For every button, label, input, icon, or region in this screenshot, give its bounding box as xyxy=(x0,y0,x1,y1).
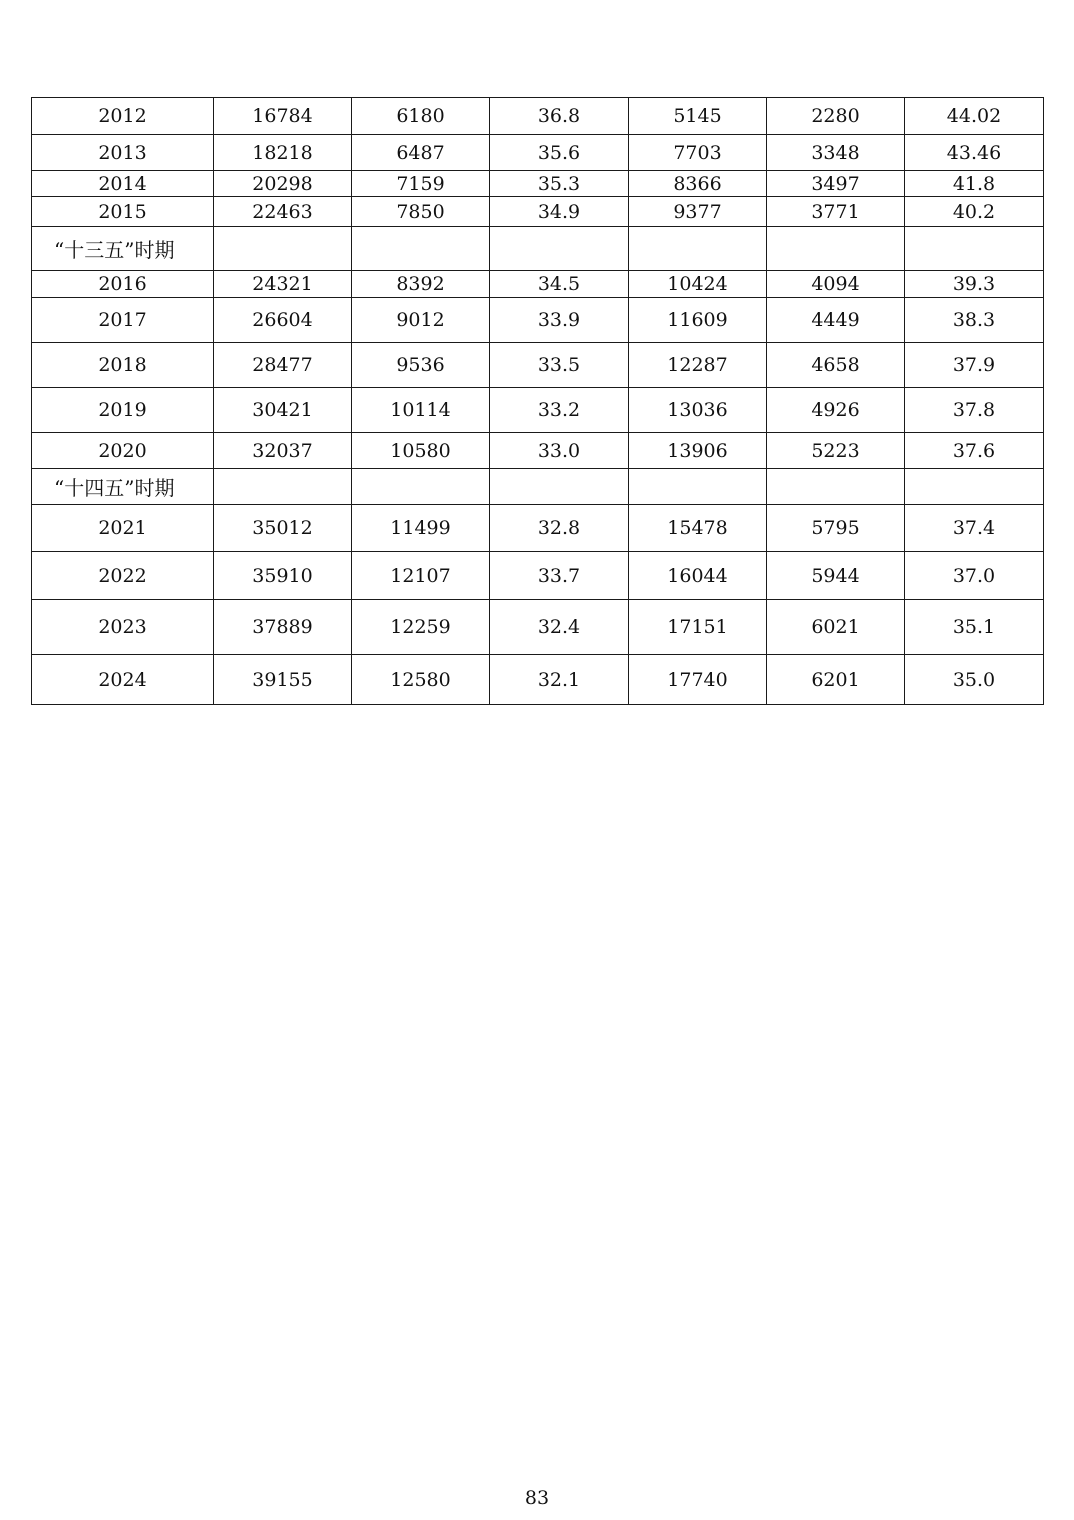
table-cell: 30421 xyxy=(214,388,352,433)
table-cell: 35910 xyxy=(214,552,352,600)
table-cell: 2021 xyxy=(32,505,214,552)
table-cell: 26604 xyxy=(214,298,352,343)
table-cell xyxy=(490,469,629,505)
table-cell xyxy=(629,469,767,505)
table-cell xyxy=(767,469,905,505)
table-cell: 10580 xyxy=(352,433,490,469)
table-cell: 18218 xyxy=(214,135,352,171)
table-cell: 28477 xyxy=(214,343,352,388)
table-cell xyxy=(905,227,1044,271)
table-cell: 4926 xyxy=(767,388,905,433)
table-cell: 7850 xyxy=(352,197,490,227)
table-cell: 3771 xyxy=(767,197,905,227)
table-row xyxy=(32,388,1044,433)
table-cell: 33.5 xyxy=(490,343,629,388)
table-cell: 12287 xyxy=(629,343,767,388)
statistics-table xyxy=(31,97,1044,705)
period-label: “十四五”时期 xyxy=(32,469,214,505)
table-cell xyxy=(905,469,1044,505)
table-cell: 9536 xyxy=(352,343,490,388)
table-cell: 3497 xyxy=(767,171,905,197)
table-cell xyxy=(629,227,767,271)
table-cell: 32.1 xyxy=(490,655,629,705)
table-cell: 35012 xyxy=(214,505,352,552)
table-cell xyxy=(352,469,490,505)
table-cell: 9012 xyxy=(352,298,490,343)
table-cell: 33.9 xyxy=(490,298,629,343)
table-cell: 34.9 xyxy=(490,197,629,227)
table-cell: 4449 xyxy=(767,298,905,343)
table-cell: 7703 xyxy=(629,135,767,171)
table-cell: 2020 xyxy=(32,433,214,469)
table-cell: 39155 xyxy=(214,655,352,705)
table-row xyxy=(32,197,1044,227)
table-cell: 44.02 xyxy=(905,98,1044,135)
table-cell: 2024 xyxy=(32,655,214,705)
table-cell: 13036 xyxy=(629,388,767,433)
period-row xyxy=(32,469,1044,505)
table-cell: 2012 xyxy=(32,98,214,135)
table-cell: 10114 xyxy=(352,388,490,433)
table-cell: 22463 xyxy=(214,197,352,227)
table-cell: 13906 xyxy=(629,433,767,469)
table-cell: 35.1 xyxy=(905,600,1044,655)
table-cell: 32037 xyxy=(214,433,352,469)
table-cell: 37.6 xyxy=(905,433,1044,469)
table-cell: 2015 xyxy=(32,197,214,227)
table-cell: 5145 xyxy=(629,98,767,135)
table-cell: 33.2 xyxy=(490,388,629,433)
table-cell xyxy=(214,227,352,271)
table-cell: 6021 xyxy=(767,600,905,655)
table-cell: 2280 xyxy=(767,98,905,135)
table-row xyxy=(32,343,1044,388)
table-cell: 35.0 xyxy=(905,655,1044,705)
table-cell: 10424 xyxy=(629,271,767,298)
table-cell: 37889 xyxy=(214,600,352,655)
table-cell: 2013 xyxy=(32,135,214,171)
table-cell: 15478 xyxy=(629,505,767,552)
table-row xyxy=(32,600,1044,655)
table-cell: 2022 xyxy=(32,552,214,600)
table-cell: 32.4 xyxy=(490,600,629,655)
table-cell: 5223 xyxy=(767,433,905,469)
table-cell: 36.8 xyxy=(490,98,629,135)
table-cell: 2023 xyxy=(32,600,214,655)
table-cell: 33.0 xyxy=(490,433,629,469)
table-cell xyxy=(767,227,905,271)
table-cell: 35.6 xyxy=(490,135,629,171)
table-cell: 11499 xyxy=(352,505,490,552)
table-cell: 4094 xyxy=(767,271,905,298)
table-row xyxy=(32,271,1044,298)
table-cell: 4658 xyxy=(767,343,905,388)
table-cell: 34.5 xyxy=(490,271,629,298)
table-cell: 5944 xyxy=(767,552,905,600)
table-cell: 12259 xyxy=(352,600,490,655)
table-row xyxy=(32,171,1044,197)
table-cell: 6201 xyxy=(767,655,905,705)
table-cell: 33.7 xyxy=(490,552,629,600)
table-cell: 41.8 xyxy=(905,171,1044,197)
table-cell: 11609 xyxy=(629,298,767,343)
table-cell: 37.8 xyxy=(905,388,1044,433)
table-cell: 16044 xyxy=(629,552,767,600)
page-number: 83 xyxy=(524,1487,550,1509)
table-cell: 32.8 xyxy=(490,505,629,552)
table-cell: 24321 xyxy=(214,271,352,298)
period-row xyxy=(32,227,1044,271)
period-label: “十三五”时期 xyxy=(32,227,214,271)
table-cell: 6487 xyxy=(352,135,490,171)
table-row xyxy=(32,135,1044,171)
table-row xyxy=(32,552,1044,600)
table-row xyxy=(32,298,1044,343)
table-cell: 20298 xyxy=(214,171,352,197)
table-cell: 37.0 xyxy=(905,552,1044,600)
table-cell: 5795 xyxy=(767,505,905,552)
table-cell: 7159 xyxy=(352,171,490,197)
table-cell: 17151 xyxy=(629,600,767,655)
table-body xyxy=(32,98,1044,705)
table-cell: 16784 xyxy=(214,98,352,135)
table-cell: 43.46 xyxy=(905,135,1044,171)
table-cell: 2017 xyxy=(32,298,214,343)
table-row xyxy=(32,433,1044,469)
table-cell: 12107 xyxy=(352,552,490,600)
table-row xyxy=(32,505,1044,552)
table-cell: 12580 xyxy=(352,655,490,705)
table-cell: 40.2 xyxy=(905,197,1044,227)
table-cell: 37.9 xyxy=(905,343,1044,388)
table-cell: 8392 xyxy=(352,271,490,298)
table-cell: 2014 xyxy=(32,171,214,197)
table-cell xyxy=(214,469,352,505)
table-cell: 39.3 xyxy=(905,271,1044,298)
table-cell: 6180 xyxy=(352,98,490,135)
table-cell: 2016 xyxy=(32,271,214,298)
table-cell: 37.4 xyxy=(905,505,1044,552)
table-cell: 2019 xyxy=(32,388,214,433)
table-row xyxy=(32,655,1044,705)
table-cell xyxy=(490,227,629,271)
table-cell: 9377 xyxy=(629,197,767,227)
table-cell: 2018 xyxy=(32,343,214,388)
table-cell: 38.3 xyxy=(905,298,1044,343)
table-cell xyxy=(352,227,490,271)
table-cell: 35.3 xyxy=(490,171,629,197)
table-row xyxy=(32,98,1044,135)
table-cell: 17740 xyxy=(629,655,767,705)
table-cell: 8366 xyxy=(629,171,767,197)
table-cell: 3348 xyxy=(767,135,905,171)
